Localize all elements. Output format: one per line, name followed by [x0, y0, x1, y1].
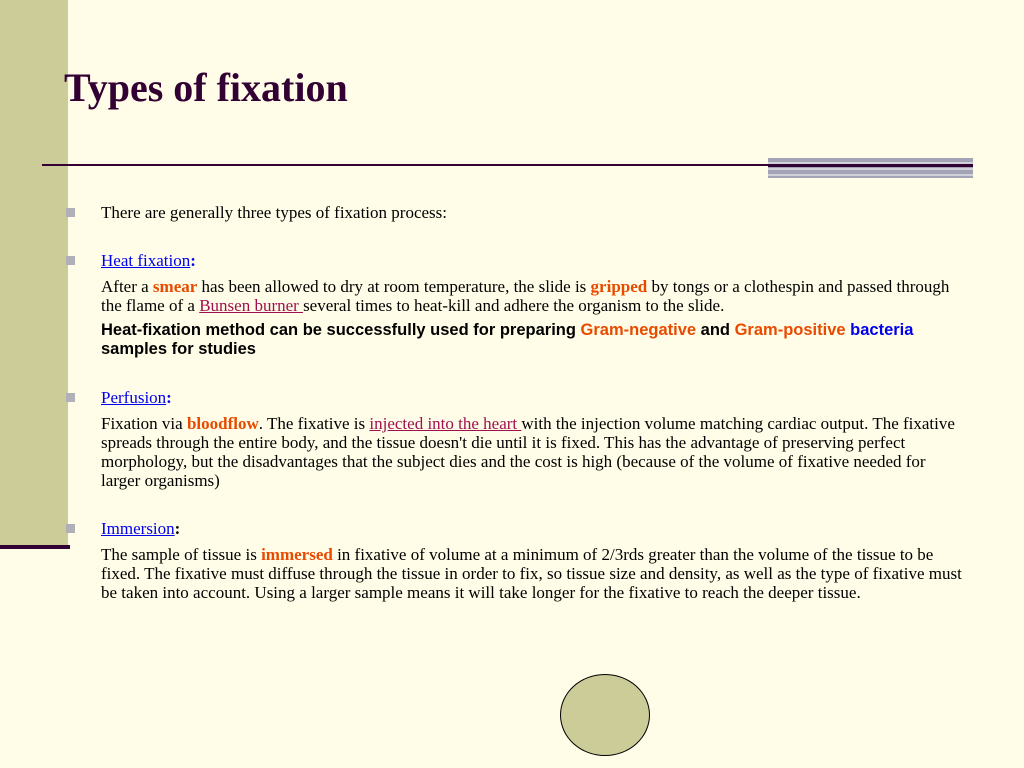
title-divider-accent [768, 158, 973, 178]
heat-fixation-note [101, 321, 962, 359]
keyword-smear: smear [152, 277, 198, 296]
perfusion-description [101, 414, 962, 490]
heat-text-1: After a [101, 277, 153, 296]
immersion-text-1: The sample of tissue is [101, 545, 262, 564]
bullet-perfusion [62, 388, 962, 490]
slide-title: Types of fixation [64, 65, 348, 110]
keyword-gram-positive: Gram-positive [734, 321, 846, 339]
keyword-bacteria: bacteria [850, 321, 914, 339]
slide-content [62, 203, 962, 602]
square-bullet-icon [66, 256, 75, 265]
heat-text-3: by tongs or a clothespin and passed through the flame of a [101, 277, 950, 315]
immersion-heading [101, 519, 962, 539]
note-text-1: Heat-fixation method can be successfully used for preparing [101, 321, 581, 339]
perfusion-link[interactable]: Perfusion [101, 388, 167, 407]
injected-into-heart-link[interactable]: injected into the heart [369, 414, 522, 433]
immersion-link[interactable]: Immersion [101, 519, 175, 538]
note-text-2: samples for studies [101, 340, 256, 358]
decorative-circle [560, 674, 650, 756]
keyword-gram-negative: Gram-negative [580, 321, 697, 339]
intro-text: There are generally three types of fixation process: [101, 203, 447, 222]
perfusion-colon: : [166, 388, 172, 407]
perfusion-text-3: with the injection volume matching cardiac output. The fixative spreads through the entire body, and the tissue doesn't die until it is fixed. This has the advantage of preserving perfect morphology, but the disadvantages that the subject dies and the cost is high (because of the volume of fixative needed for larger organisms) [101, 414, 955, 490]
bunsen-burner-link[interactable]: Bunsen burner [199, 296, 304, 315]
perfusion-text-2: . The fixative is [258, 414, 370, 433]
bullet-heat-fixation [62, 251, 962, 359]
title-divider-accent-line [768, 164, 973, 167]
heat-fixation-link[interactable]: Heat fixation [101, 251, 191, 270]
heat-fixation-description [101, 277, 962, 315]
perfusion-text-1: Fixation via [101, 414, 187, 433]
immersion-description [101, 545, 962, 602]
immersion-colon: : [174, 519, 181, 538]
square-bullet-icon [66, 393, 75, 402]
heat-text-2: has been allowed to dry at room temperature, the slide is [197, 277, 591, 296]
bullet-immersion [62, 519, 962, 602]
left-decor-band [0, 0, 68, 546]
keyword-immersed: immersed [261, 545, 333, 564]
perfusion-heading [101, 388, 962, 408]
heat-text-4: several times to heat-kill and adhere the organism to the slide. [303, 296, 725, 315]
square-bullet-icon [66, 208, 75, 217]
left-decor-rule [0, 545, 70, 549]
bullet-intro [62, 203, 962, 222]
keyword-bloodflow: bloodflow [186, 414, 259, 433]
heat-fixation-colon: : [190, 251, 196, 270]
immersion-text-2: in fixative of volume at a minimum of 2/3rds greater than the volume of the tissue to be fixed. The fixative must diffuse through the tissue in order to fix, so tissue size and density, as well as the type of fixative must be taken into account. Using a larger sample means it will take longer for the fixative to reach the deeper tissue. [101, 545, 962, 602]
heat-fixation-heading [101, 251, 962, 271]
note-text-and: and [696, 321, 735, 339]
keyword-gripped: gripped [590, 277, 648, 296]
square-bullet-icon [66, 524, 75, 533]
